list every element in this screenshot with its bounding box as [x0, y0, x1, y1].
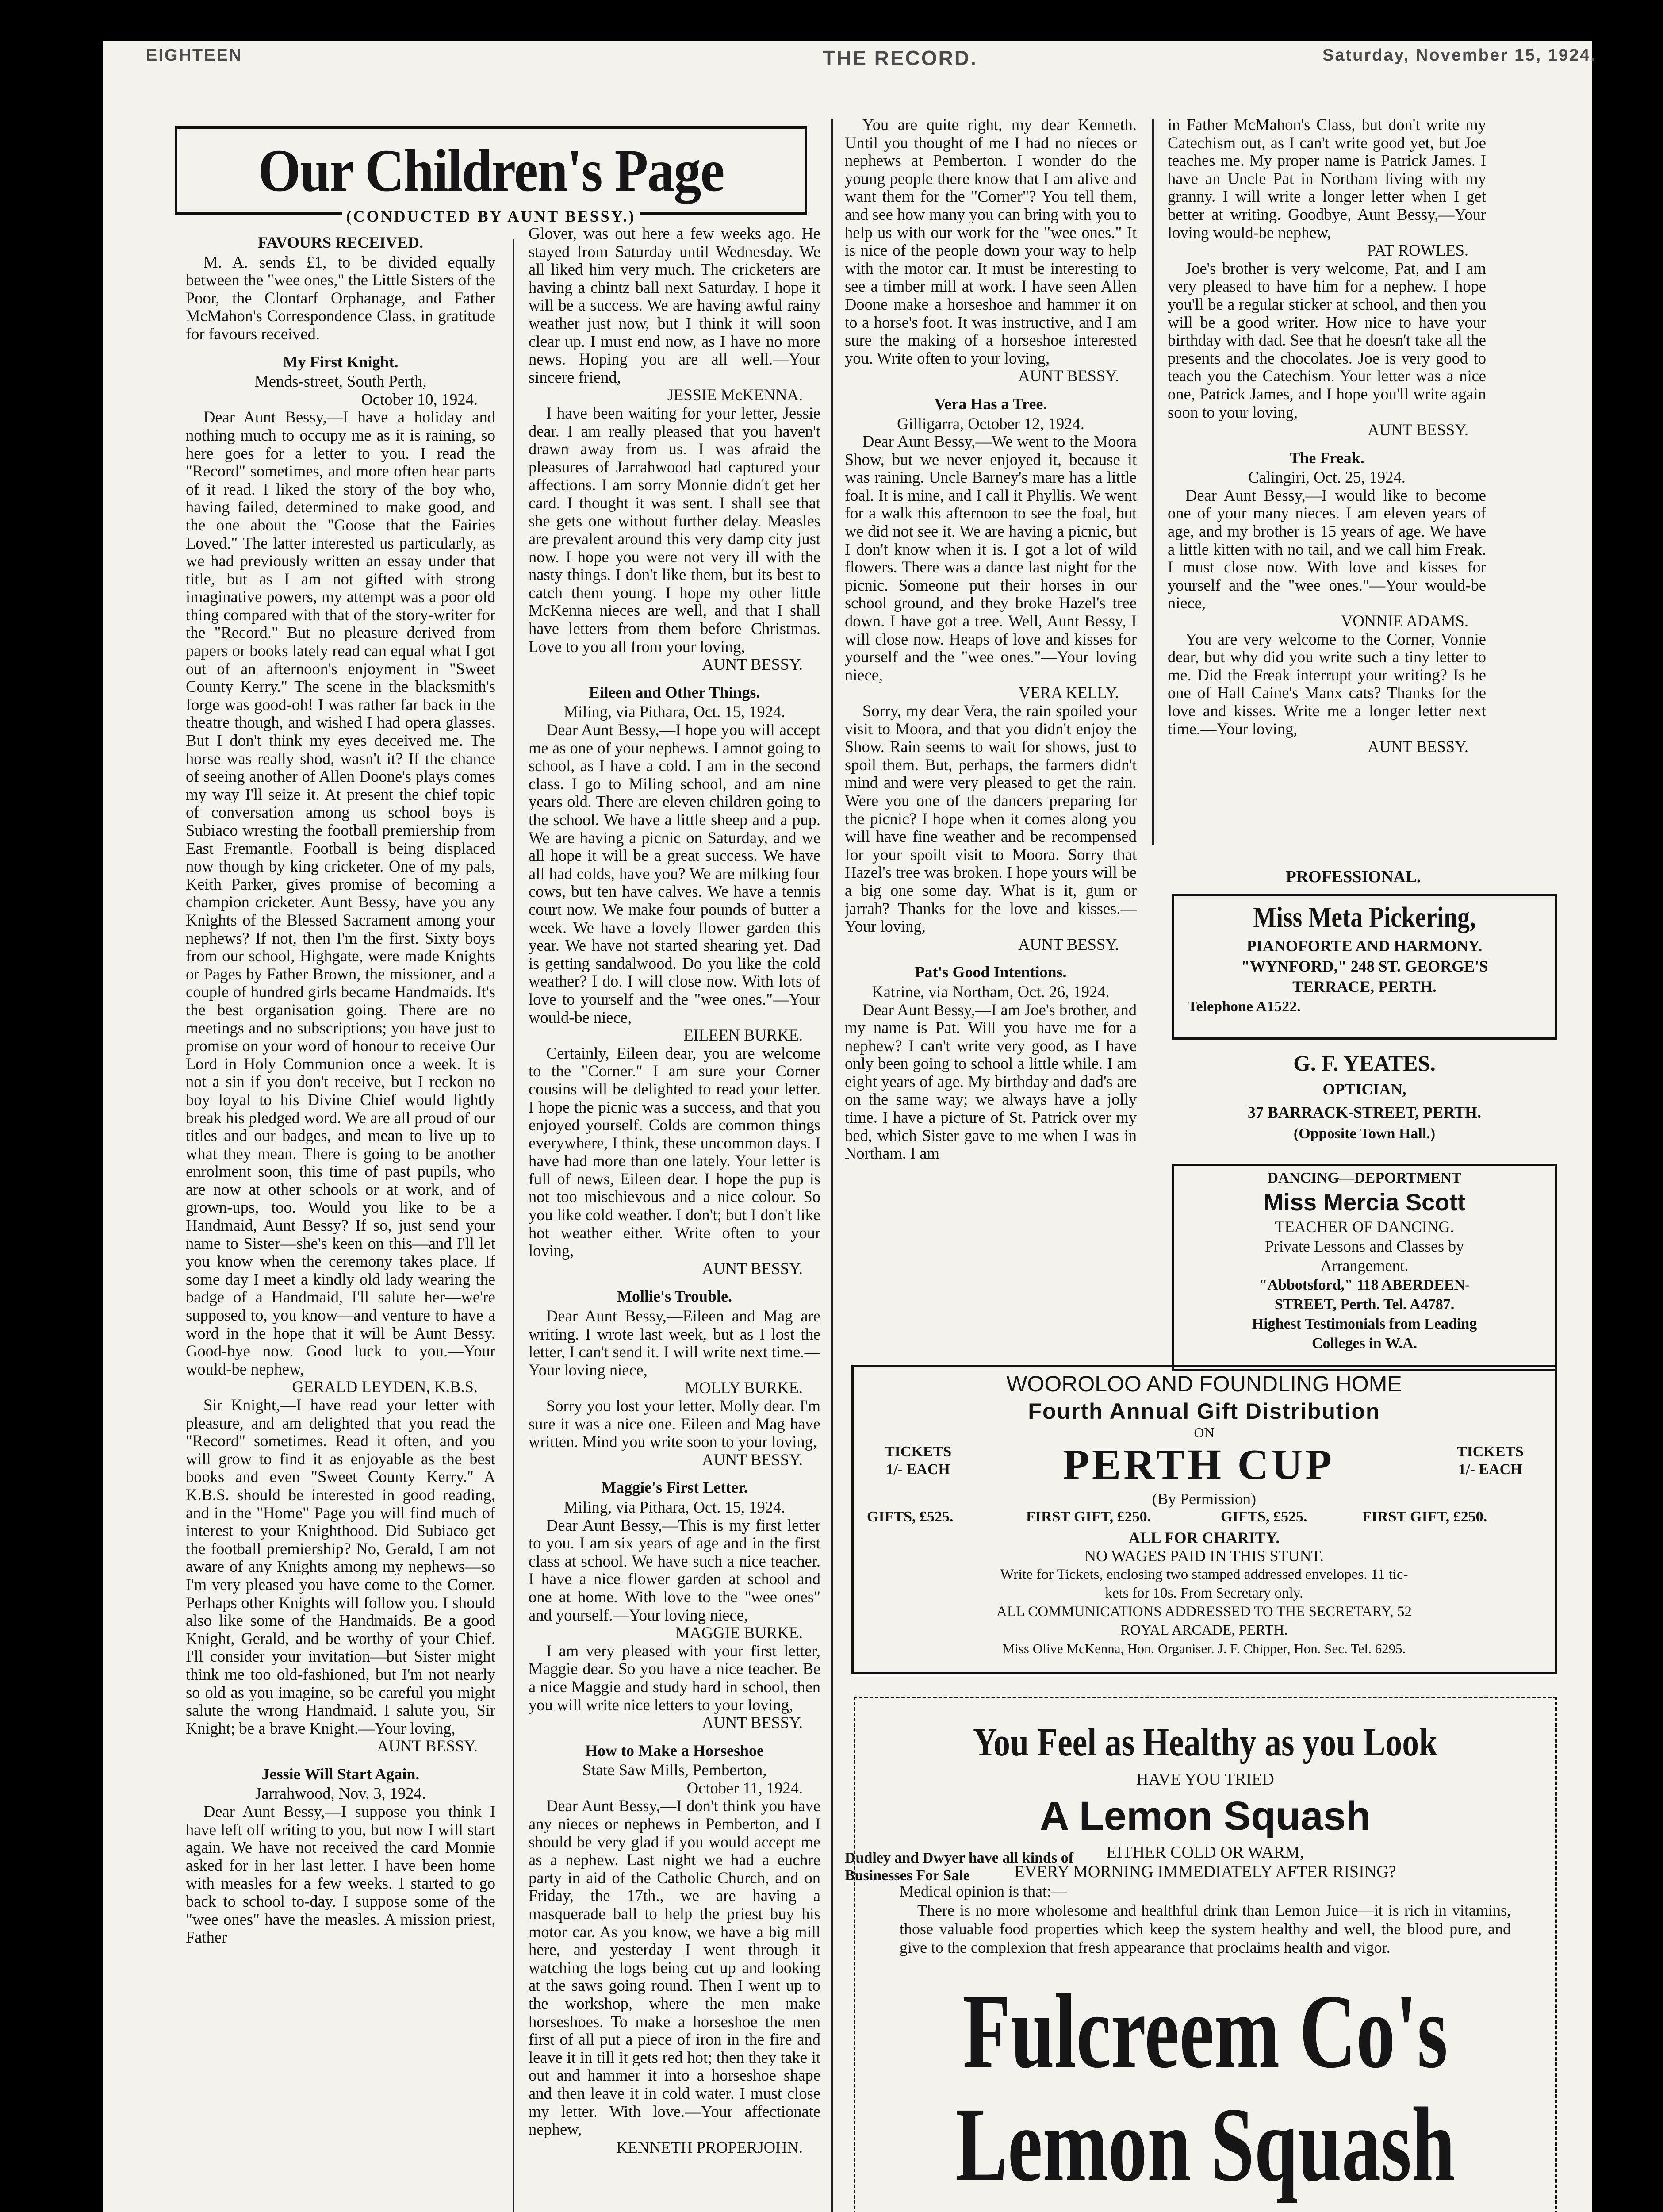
- gifts: GIFTS, £525.: [867, 1509, 954, 1525]
- gifts-row: [854, 1509, 1555, 1529]
- letter-title: Pat's Good Intentions.: [915, 963, 1067, 981]
- signature: AUNT BESSY.: [1018, 367, 1119, 385]
- dateline: October 11, 1924.: [686, 1778, 803, 1797]
- reply-body: Sorry, my dear Vera, the rain spoiled your visit to Moora, and that you didn't enjoy the Show. Rain seems to wait for shows, just to spoil them. But, perhaps, the farmers didn't mind and were very pleased to get the rain. Were you one of the dancers preparing for the picnic? I hope when it comes along you will have fine weather and be recompensed for your spoilt visit to Moora. Sorry that Hazel's tree was broken. I hope yours will be a big one some day. What is it, gum or jarrah? Thanks for the love and kisses.—Your loving,: [845, 702, 1137, 936]
- letter-title: Jessie Will Start Again.: [261, 1765, 420, 1783]
- pickering-line: PIANOFORTE AND HARMONY.: [1246, 937, 1483, 955]
- tickets-price: 1/- EACH: [886, 1461, 950, 1478]
- letter-body: Dear Aunt Bessy,—I suppose you think I have left off writing to you, but now I will start again. We have not received the card Monnie asked for in her last letter. I have been home with measles for a few weeks. I started to go back to school to-day. I suppose some of the "wee ones" have the measles. A mission priest, Father: [186, 1802, 495, 1947]
- childrens-page-masthead: [175, 126, 807, 215]
- letter-title: Maggie's First Letter.: [601, 1479, 748, 1497]
- letter-title: The Freak.: [1289, 449, 1364, 467]
- scott-line: Colleges in W.A.: [1311, 1335, 1418, 1352]
- dateline: Katrine, via Northam, Oct. 26, 1924.: [872, 982, 1110, 1001]
- letter-body: Glover, was out here a few weeks ago. He stayed from Saturday until Wednesday. We all liked him very much. The cricketers are having a chintz ball next Saturday. I hope it will be a success. We are having awful rainy weather just now, but I think it will soon clear up. I must end now, as I have no more news. Hoping you are all well.—Your sincere friend,: [529, 225, 820, 386]
- signature: AUNT BESSY.: [377, 1737, 478, 1755]
- signature: VONNIE ADAMS.: [1341, 612, 1468, 630]
- tickets-price: 1/- EACH: [1458, 1461, 1522, 1478]
- letter-body: Dear Aunt Bessy,—I would like to become one of your many nieces. I am eleven years of age, and my brother is 15 years of age. We have a little kitten with no tail, and we call him Freak. I must close now. With love and kisses for yourself and the "wee ones."—Your would-be niece,: [1168, 486, 1486, 612]
- dateline: October 10, 1924.: [361, 390, 478, 408]
- dateline: Miling, via Pithara, Oct. 15, 1924.: [563, 703, 786, 721]
- conducted-by: (CONDUCTED BY AUNT BESSY.): [342, 207, 640, 225]
- column-rule: [832, 119, 833, 2212]
- reply-body: Joe's brother is very welcome, Pat, and I am very pleased to have him for a nephew. I hope you'll be a regular sticker at school, and then you will be a good writer. How nice to have your birthday with dad. See that he doesn't take all the presents and the chocolates. Joe is very good to teach you the Catechism. Your letter was a nice one, Patrick James, and I hope you'll write again soon to your loving,: [1168, 259, 1486, 421]
- tickets-left: [885, 1443, 951, 1479]
- yeates-name: G. F. YEATES.: [1293, 1051, 1436, 1075]
- wooroloo-ad: [851, 1365, 1557, 1674]
- reply-body: I have been waiting for your letter, Jessie dear. I am really pleased that you haven't drawn away from us. I was afraid the pleasures of Jarrahwood had captured your affections. I am sorry Monnie didn't get her card. I thought it was sent. I shall see that she gets one without further delay. Measles are prevalent around this very damp city just now. I hope you were not very ill with the nasty things. I don't like them, but its best to catch them young. I hope my other little McKenna nieces are well, and that I shall have letters from them before Christmas. Love to you all from your loving,: [529, 403, 820, 656]
- favours-text: M. A. sends £1, to be divided equally between the "wee ones," the Little Sisters of the Poor, the Clontarf Orphanage, and Father McMahon's Correspondence Class, in gratitude for favours received.: [186, 253, 495, 343]
- pickering-line: TERRACE, PERTH.: [1292, 978, 1437, 995]
- arcade-line: ROYAL ARCADE, PERTH.: [1120, 1622, 1288, 1638]
- column-rule: [513, 239, 514, 2212]
- reply-body: I am very pleased with your first letter, Maggie dear. So you have a nice teacher. Be a nice Maggie and study hard in school, then you will write nice letters to your loving,: [529, 1641, 820, 1714]
- dateline: Miling, via Pithara, Oct. 15, 1924.: [563, 1498, 786, 1516]
- letter-body: in Father McMahon's Class, but don't write my Catechism out, as I can't write good yet, but Joe teaches me. My proper name is Patrick James. I have an Uncle Pat in Northam living with my granny. I will write a longer letter when I get better at writing. Goodbye, Aunt Bessy,—Your loving would-be nephew,: [1168, 116, 1486, 242]
- scott-ad: [1172, 1164, 1557, 1371]
- signature: AUNT BESSY.: [1018, 935, 1119, 953]
- letter-title: Vera Has a Tree.: [934, 395, 1047, 413]
- yeates-line: 37 BARRACK-STREET, PERTH.: [1247, 1103, 1482, 1121]
- pickering-ad: [1172, 894, 1557, 1040]
- reply-body: Sorry you lost your letter, Molly dear. I'm sure it was a nice one. Eileen and Mag have written. Mind you write soon to your loving,: [529, 1397, 820, 1451]
- signature: AUNT BESSY.: [702, 1713, 803, 1732]
- letter-body: Dear Aunt Bessy,—I hope you will accept me as one of your nephews. I amnot going to school, as I have a cold. I am in the second class. I go to Miling school, and am nine years old. There are eleven children going to the school. We have a little sheep and a pup. We are having a picnic on Saturday, and we all hope it will be a great success. We have all had colds, have you? We are milking four cows, but ten have calves. We have a tennis court now. We make four pounds of butter a week. We have a lovely flower garden this year. We have not started shearing yet. Dad is getting sandalwood. Do you like the cold weather? I do. I will close now. With lots of love to yourself and the "wee ones."—Your would-be niece,: [529, 721, 820, 1026]
- cup-row: [854, 1440, 1555, 1489]
- lemon-brand-1: Fulcreem Co's: [962, 1972, 1448, 2090]
- signature: AUNT BESSY.: [1368, 737, 1468, 756]
- favours-heading: FAVOURS RECEIVED.: [257, 234, 423, 251]
- scott-line: TEACHER OF DANCING.: [1275, 1218, 1454, 1236]
- letter-title: Eileen and Other Things.: [589, 683, 760, 701]
- column-1: [186, 234, 495, 2212]
- yeates-line: (Opposite Town Hall.): [1293, 1125, 1436, 1142]
- organiser-line: Miss Olive McKenna, Hon. Organiser. J. F. Chipper, Hon. Sec. Tel. 6295.: [1002, 1641, 1406, 1656]
- signature: GERALD LEYDEN, K.B.S.: [292, 1378, 478, 1396]
- letter-title: How to Make a Horseshoe: [585, 1741, 764, 1759]
- signature: PAT ROWLES.: [1367, 241, 1468, 260]
- paper-name: THE RECORD.: [823, 46, 977, 69]
- letter-body: Dear Aunt Bessy,—Eileen and Mag are writing. I wrote last week, but as I lost the letter, I can't send it. I will write next time.—Your loving niece,: [529, 1307, 820, 1379]
- lemon-every: EVERY MORNING IMMEDIATELY AFTER RISING?: [1014, 1863, 1396, 1881]
- comm-line: ALL COMMUNICATIONS ADDRESSED TO THE SECRETARY, 52: [996, 1604, 1412, 1620]
- reply-body: You are quite right, my dear Kenneth. Until you thought of me I had no nieces or nephews at Pemberton. I wonder do the young people there know that I am alive and want them for the "Corner"? You tell them, and see how many you can bring with you to help us with our work for the "wee ones." It is nice of the people down your way to help with the motor car. It must be interesting to see a timber mill at work. I have seen Allen Doone make a horseshoe and hammer it on to a horse's foot. It was instructive, and I am sure the making of a horseshoe interested you. Write often to your loving,: [845, 116, 1137, 367]
- pickering-line: "WYNFORD," 248 ST. GEORGE'S: [1241, 957, 1488, 975]
- scott-line: STREET, Perth. Tel. A4787.: [1274, 1296, 1455, 1313]
- column-2: [529, 225, 820, 2212]
- yeates-ad: [1172, 1048, 1557, 1144]
- dateline: Gilligarra, October 12, 1924.: [897, 414, 1084, 433]
- signature: JESSIE McKENNA.: [667, 386, 803, 404]
- reply-body: Certainly, Eileen dear, you are welcome to the "Corner." I am sure your Corner cousins will be delighted to read your letter. I hope the picnic was a success, and that you enjoyed yourself. Colds are common things everywhere, I think, these uncommon days. I have had more than one lately. Your letter is full of news, Eileen dear. I hope the pup is not too mischievous and a nice colour. So you like cold weather. I don't; but I don't like hot weather either. Write often to your loving,: [529, 1044, 820, 1260]
- perth-cup: PERTH CUP: [1062, 1441, 1335, 1489]
- write-line: kets for 10s. From Secretary only.: [1105, 1585, 1303, 1601]
- scott-line: Arrangement.: [1320, 1257, 1409, 1275]
- dudley-dwyer-ad: Dudley and Dwyer have all kinds of Businesses For Sale: [845, 1850, 1074, 1884]
- letter-body: Dear Aunt Bessy,—This is my first letter to you. I am six years of age and in the first class at school. We have such a nice teacher. I have a nice flower garden at school and one at home. With love to the "wee ones" and yourself.—Your loving niece,: [529, 1516, 820, 1624]
- scott-name: Miss Mercia Scott: [1263, 1189, 1466, 1216]
- first-gift: FIRST GIFT, £250.: [1362, 1509, 1487, 1525]
- tickets-label: TICKETS: [885, 1444, 952, 1460]
- lemon-pure: [855, 2210, 1555, 2212]
- scott-line: Highest Testimonials from Leading: [1252, 1316, 1477, 1332]
- letter-body: Dear Aunt Bessy,—I have a holiday and nothing much to occupy me as it is raining, so here goes for a letter to you. I read the "Record" sometimes, and more often hear parts of it read. I liked the story of the boy who, having failed, determined to make good, and the one about the "Goose that the Fairies Loved." The latter interested us particularly, as we had previously written an essay under that title, but as I am not gifted with strong imaginative powers, my attempt was a poor old thing compared with that of the story-writer for the "Record." But no pleasure derived from papers or books lately read can equal what I got out of an afternoon's enjoyment in "Sweet County Kerry." The scene in the blacksmith's forge was good-oh! I was rather far back in the theatre though, and wished I had opera glasses. But I don't think my eyes deceived me. The horse was really shod, wasn't it? If the chance of seeing another of Allen Doone's plays comes my way I'll seize it. At present the chief topic of conversation among us school boys is Subiaco wresting the football premiership from East Fremantle. Football is being displaced now though by king cricketer. One of my pals, Keith Parker, gives promise of becoming a champion cricketer. Aunt Bessy, have you any Knights of the Blessed Sacrament among your nephews? If not, then I'm the first. Sixty boys from our school, Highgate, were made Knights or Pages by Father Brown, the missioner, and a couple of hundred girls became Handmaids. It's the best organisation going. There are no meetings and no subscriptions; you have just to promise on your word of honour to receive Our Lord in Holy Communion once a week. It is not a sin if you don't receive, but I reckon no boy loyal to his Divine Chief would lightly break his pledged word. We are all proud of our titles and our badges, and mean to live up to what they mean. There is going to be another enrolment soon, this time of past pupils, who are now at other schools or at work, and of grown-ups, too. Would you like to be a Handmaid, Aunt Bessy? If so, just send your name to Sister—she's keen on this—and I'll let you know when the ceremony takes place. If some day I meet a kindly old lady wearing the badge of a Handmaid, I'll salute her—we're supposed to, you know—and venture to have a word in the hope that it will be Aunt Bessy. Good-bye now. Good luck to you.—Your would-be nephew,: [186, 408, 495, 1378]
- lemon-body: There is no more wholesome and healthful drink than Lemon Juice—it is rich in vitamins, those valuable food properties which keep the system healthy and well, the blood pure, and give to the complexion that fresh appearance that proclaims health and vigor.: [900, 1901, 1511, 1956]
- professional-heading: PROFESSIONAL.: [1286, 868, 1421, 886]
- dateline: State Saw Mills, Pemberton,: [582, 1761, 767, 1779]
- first-gift: FIRST GIFT, £250.: [1026, 1509, 1151, 1525]
- reply-body: You are very welcome to the Corner, Vonnie dear, but why did you write such a tiny letter to me. Did the Freak interrupt your writing? Is he one of Hall Caine's Manx cats? Thanks for the love and kisses. Write me a longer letter next time.—Your loving,: [1168, 630, 1486, 738]
- signature: AUNT BESSY.: [702, 1259, 803, 1278]
- scott-line: Private Lessons and Classes by: [1265, 1237, 1464, 1255]
- tickets-label: TICKETS: [1456, 1444, 1524, 1460]
- write-line: Write for Tickets, enclosing two stamped addressed envelopes. 11 tic-: [1000, 1567, 1408, 1582]
- page-title: Our Children's Page: [258, 137, 724, 204]
- wooroloo-on: ON: [1194, 1425, 1215, 1440]
- page-header: [111, 41, 1597, 72]
- signature: KENNETH PROPERJOHN.: [616, 2138, 803, 2156]
- lemon-brand-2: Lemon Squash: [955, 2085, 1456, 2203]
- signature: AUNT BESSY.: [702, 1450, 803, 1469]
- column-rule: [1152, 119, 1154, 845]
- column-4: [1168, 116, 1486, 850]
- masthead-subtitle: [175, 207, 807, 226]
- signature: MAGGIE BURKE.: [675, 1624, 803, 1642]
- dateline: Calingiri, Oct. 25, 1924.: [1248, 468, 1406, 487]
- letter-title: Mollie's Trouble.: [617, 1287, 732, 1306]
- scott-head: DANCING—DEPORTMENT: [1267, 1170, 1462, 1186]
- lemon-squash-title: A Lemon Squash: [1040, 1793, 1371, 1839]
- lemon-have: HAVE YOU TRIED: [1136, 1770, 1274, 1789]
- lemon-squash-ad: [854, 1697, 1557, 2212]
- lemon-headline: You Feel as Healthy as you Look: [973, 1720, 1438, 1764]
- all-for-charity: ALL FOR CHARITY.: [1128, 1529, 1280, 1547]
- letter-title: My First Knight.: [283, 353, 399, 371]
- scott-line: "Abbotsford," 118 ABERDEEN-: [1259, 1277, 1470, 1293]
- pickering-telephone: Telephone A1522.: [1188, 998, 1301, 1015]
- signature: EILEEN BURKE.: [683, 1026, 803, 1045]
- pickering-name: Miss Meta Pickering,: [1253, 901, 1476, 933]
- no-wages: NO WAGES PAID IN THIS STUNT.: [1084, 1547, 1324, 1565]
- dateline: Jarrahwood, Nov. 3, 1924.: [255, 1784, 426, 1803]
- gifts: GIFTS, £525.: [1221, 1509, 1307, 1525]
- dateline: Mends-street, South Perth,: [254, 372, 427, 391]
- letter-body: Dear Aunt Bessy,—I am Joe's brother, and my name is Pat. Will you have me for a nephew? I can't write very good, as I have only been going to school a little while. I am eight years of age. My birthday and dad's are on the same way; we always have a jolly time. I have a picture of St. Patrick over my bed, which Sister gave to me when I was in Northam. I am: [845, 1000, 1137, 1163]
- reply-body: Sir Knight,—I have read your letter with pleasure, and am delighted that you read the "Record" sometimes. Read it often, and you will grow to find it as enjoyable as the best books and even "Sweet County Kerry." A K.B.S. should be interested in good reading, and in the "Home" Page you will find much of interest to your Knighthood. Did Subiaco get the football premiership? No, Gerald, I am not aware of any Knights among my nephews—so I'm very pleased you have come to the Corner. Perhaps other Knights will follow you. I should also like some of the Handmaids. Be a good Knight, Gerald, and be worthy of your Chief. I'll consider your invitation—but Sister might think me too old-fashioned, but I'm not nearly so old as you imagine, so be careful you might salute the wrong Handmaid. I salute you, Sir Knight; be a brave Knight.—Your loving,: [186, 1396, 495, 1737]
- lemon-medical: Medical opinion is that:—: [900, 1882, 1067, 1900]
- permission: (By Permission): [1152, 1490, 1256, 1508]
- page-number: EIGHTEEN: [146, 46, 243, 65]
- signature: AUNT BESSY.: [702, 655, 803, 674]
- signature: MOLLY BURKE.: [685, 1379, 803, 1397]
- issue-date: Saturday, November 15, 1924.: [1322, 46, 1597, 65]
- letter-body: Dear Aunt Bessy,—I don't think you have any nieces or nephews in Pemberton, and I should be very glad if you would accept me as a nephew. Last night we had a euchre party in aid of the Catholic Church, and on Friday, the 17th., we are having a masquerade ball to help the priest buy his motor car. As you know, we have a big mill here, and yesterday I went through it watching the logs being cut up and looking at the saws going round. Then I went up to the workshop, where the men make horseshoes. To make a horseshoe the men first of all put a piece of iron in the fire and leave it in till it gets red hot; then they take it out and hammer it into a horseshoe shape and then leave it in cold water. I must close my letter. With love.—Your affectionate nephew,: [529, 1797, 820, 2139]
- letter-body: Dear Aunt Bessy,—We went to the Moora Show, but we never enjoyed it, because it was raining. Uncle Barney's mare has a little foal. It is mine, and I call it Phyllis. We went for a walk this afternoon to see the foal, but we did not see it. We are having a picnic, but I don't know when it is. I got a lot of wild flowers. There was a dance last night for the picnic. Someone put their horses in our school ground, and they broke Hazel's tree down. I have got a tree. Well, Aunt Bessy, I will close now. Heaps of love and kisses for yourself and the "wee ones."—Your loving niece,: [845, 432, 1137, 684]
- signature: VERA KELLY.: [1019, 684, 1119, 702]
- yeates-line: OPTICIAN,: [1322, 1080, 1406, 1098]
- tickets-right: [1457, 1443, 1524, 1479]
- signature: AUNT BESSY.: [1368, 421, 1468, 439]
- lemon-either: EITHER COLD OR WARM,: [1106, 1843, 1304, 1862]
- wooroloo-title: WOOROLOO AND FOUNDLING HOME: [1006, 1371, 1402, 1396]
- wooroloo-sub: Fourth Annual Gift Distribution: [1028, 1399, 1380, 1424]
